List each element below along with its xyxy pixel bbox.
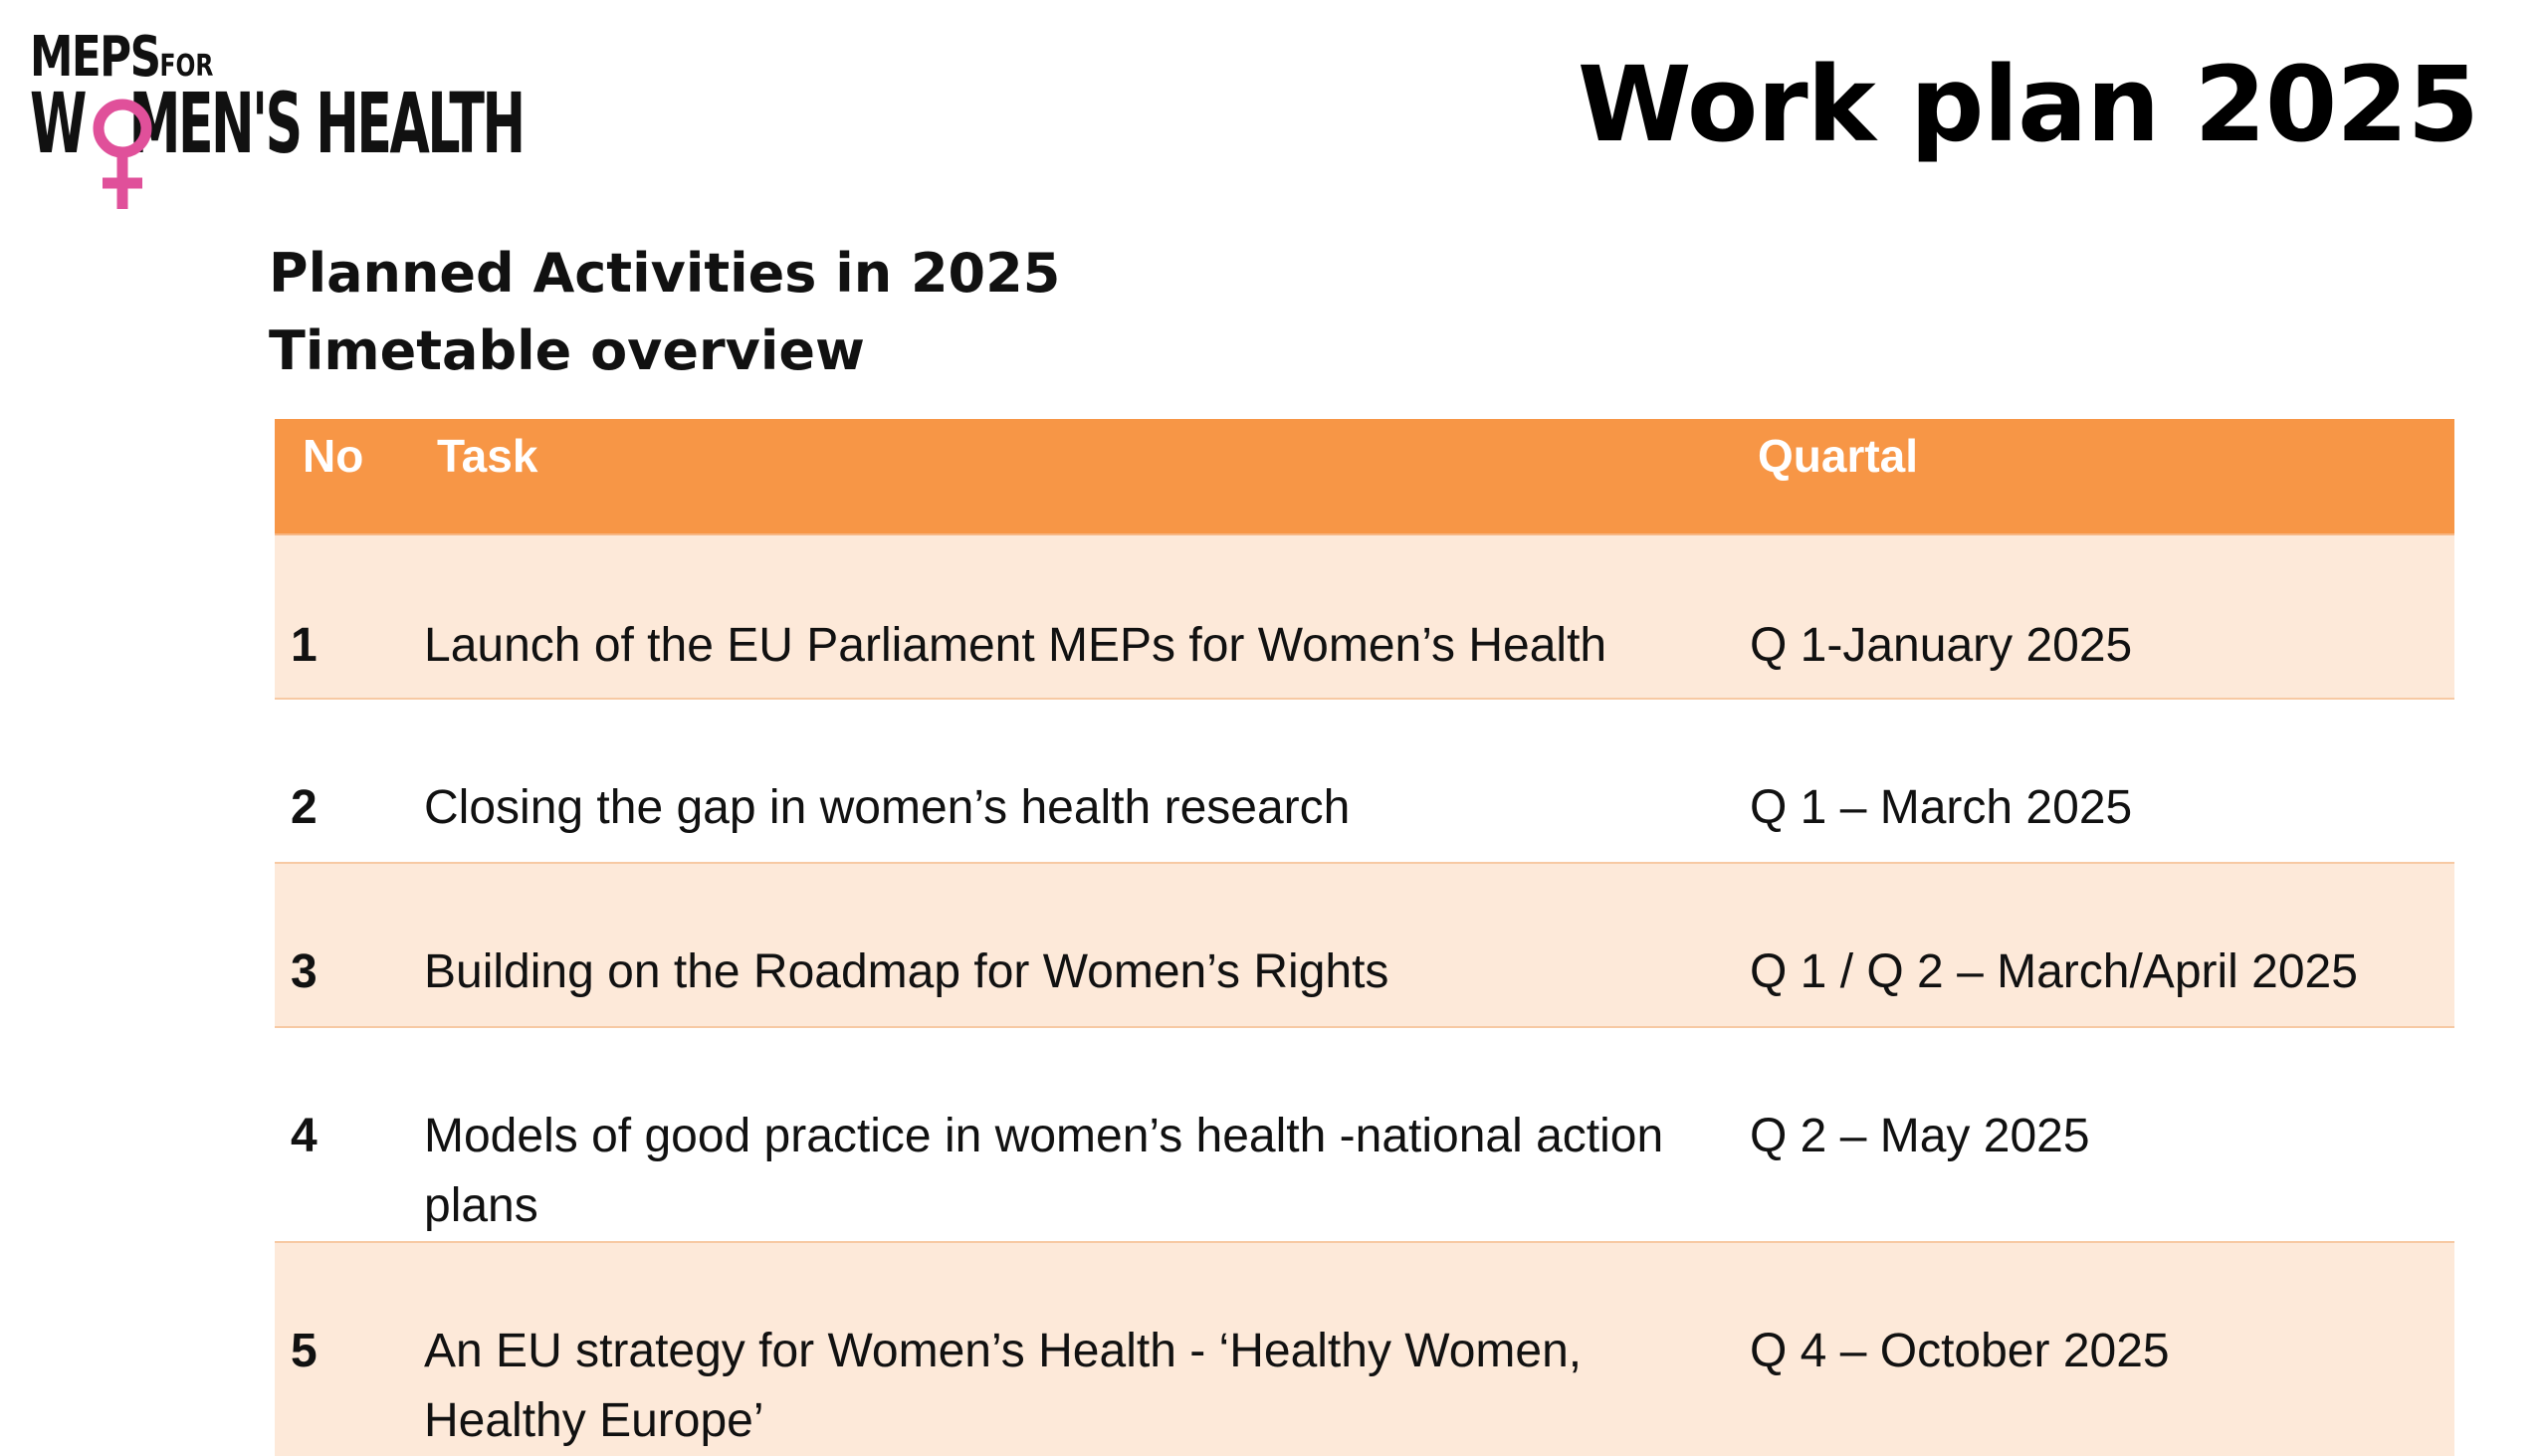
row-quarter: Q 4 – October 2025 — [1738, 1242, 2454, 1456]
slide-title: Work plan 2025 — [1577, 44, 2478, 165]
row-task: Closing the gap in women’s health research — [409, 699, 1738, 863]
row-number: 5 — [275, 1242, 409, 1456]
table-row — [275, 534, 2454, 699]
logo — [30, 25, 547, 189]
row-task: An EU strategy for Women’s Health - ‘Healthy Women, Healthy Europe’ — [409, 1242, 1738, 1456]
row-number: 3 — [275, 863, 409, 1027]
row-task: Launch of the EU Parliament MEPs for Women’s Health — [409, 534, 1738, 699]
table-row — [275, 699, 2454, 863]
timetable — [275, 419, 2454, 1456]
row-number: 1 — [275, 534, 409, 699]
table-row — [275, 1242, 2454, 1456]
row-quarter: Q 2 – May 2025 — [1738, 1027, 2454, 1242]
table-row — [275, 1027, 2454, 1242]
row-task: Building on the Roadmap for Women’s Rights — [409, 863, 1738, 1027]
subtitles — [269, 235, 1060, 390]
row-task: Models of good practice in women’s health -national action plans — [409, 1027, 1738, 1242]
row-quarter: Q 1-January 2025 — [1738, 534, 2454, 699]
column-header-no: No — [275, 419, 409, 534]
logo-line-womens-health: W MEN'S HEALTH — [30, 75, 524, 172]
logo-line-meps: MEPSFOR — [30, 25, 214, 90]
row-quarter: Q 1 / Q 2 – March/April 2025 — [1738, 863, 2454, 1027]
table-row — [275, 863, 2454, 1027]
table-header-row — [275, 419, 2454, 534]
row-number: 4 — [275, 1027, 409, 1242]
row-number: 2 — [275, 699, 409, 863]
female-symbol-icon — [90, 96, 155, 213]
subtitle-planned-activities: Planned Activities in 2025 — [269, 242, 1061, 305]
column-header-quartal: Quartal — [1738, 419, 2454, 534]
subtitle-timetable-overview: Timetable overview — [269, 319, 865, 382]
row-quarter: Q 1 – March 2025 — [1738, 699, 2454, 863]
column-header-task: Task — [409, 419, 1738, 534]
